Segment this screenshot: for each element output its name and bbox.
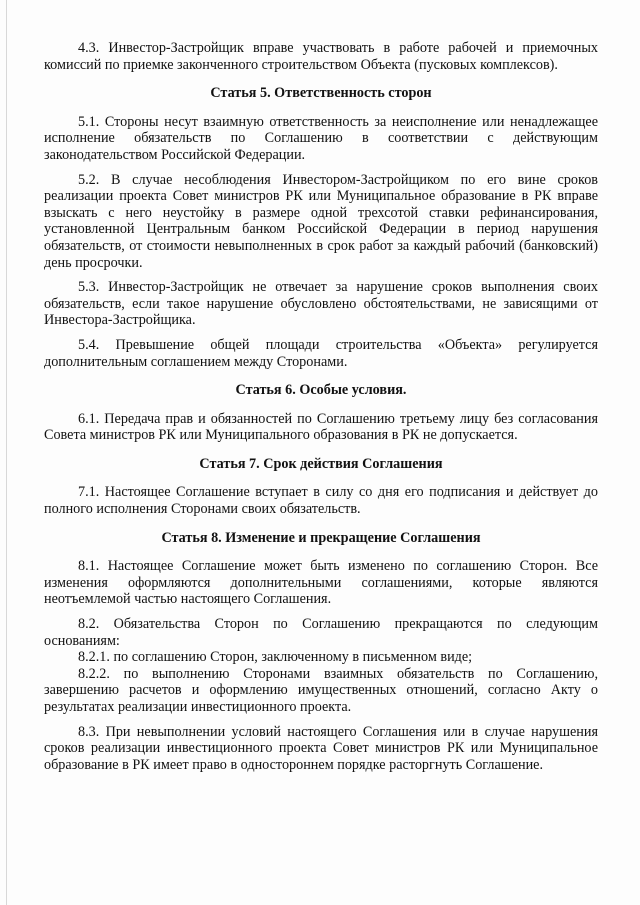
article-6-heading: Статья 6. Особые условия. <box>235 382 407 399</box>
clause-8-3: 8.3. При невыполнении условий настоящего Соглашения или в случае нарушения сроков реализации инвестиционного проекта Совет министров РК или Муниципальное образование в РК имеет право в одностороннем порядке расторгнуть Соглашение. <box>44 723 598 773</box>
article-8-heading: Статья 8. Изменение и прекращение Соглашения <box>161 529 481 546</box>
article-7-heading: Статья 7. Срок действия Соглашения <box>199 455 443 472</box>
clause-8-1: 8.1. Настоящее Соглашение может быть изменено по соглашению Сторон. Все изменения оформляются дополнительными соглашениями, которые являются неотъемлемой частью настоящего Соглашения. <box>44 558 598 608</box>
clause-8-2: 8.2. Обязательства Сторон по Соглашению прекращаются по следующим основаниям: <box>44 616 598 649</box>
clause-6-1: 6.1. Передача прав и обязанностей по Соглашению третьему лицу без согласования Совета министров РК или Муниципального образования в РК не допускается. <box>44 410 598 444</box>
clause-8-2-2: 8.2.2. по выполнению Сторонами взаимных обязательств по Соглашению, завершению расчетов и оформлению имущественных отношений, согласно Акту о результатах реализации инвестиционного проекта. <box>44 665 598 715</box>
scan-edge-line <box>6 0 7 905</box>
clause-4-3: 4.3. Инвестор-Застройщик вправе участвовать в работе рабочей и приемочных комиссий по приемке законченного строительством Объекта (пусковых комплексов). <box>44 40 598 73</box>
clause-8-2-1: 8.2.1. по соглашению Сторон, заключенному в письменном виде; <box>78 649 473 666</box>
clause-5-4: 5.4. Превышение общей площади строительства «Объекта» регулируется дополнительным соглашением между Сторонами. <box>44 336 598 370</box>
clause-5-1: 5.1. Стороны несут взаимную ответственность за неисполнение или ненадлежащее исполнение обязательств по Соглашению в соответствии с действующим законодательством Российской Федерации. <box>44 113 598 163</box>
article-5-heading: Статья 5. Ответственность сторон <box>210 85 432 102</box>
clause-7-1: 7.1. Настоящее Соглашение вступает в силу со дня его подписания и действует до полного исполнения Сторонами своих обязательств. <box>44 484 598 518</box>
clause-5-3: 5.3. Инвестор-Застройщик не отвечает за нарушение сроков выполнения своих обязательств, если такое нарушение обусловлено обстоятельствами, не зависящими от Инвестора-Застройщика. <box>44 279 598 329</box>
document-body <box>44 40 598 773</box>
clause-5-2: 5.2. В случае несоблюдения Инвестором-Застройщиком по его вине сроков реализации проекта Совет министров РК или Муниципальное образование в РК вправе взыскать с него неустойку в размере одной трехсотой ставки рефинансирования, установленной Центральным банком Российской Федерации в период нарушения обязательств, от стоимости невыполненных в срок работ за каждый рабочий (банковский) день просрочки. <box>44 171 598 271</box>
